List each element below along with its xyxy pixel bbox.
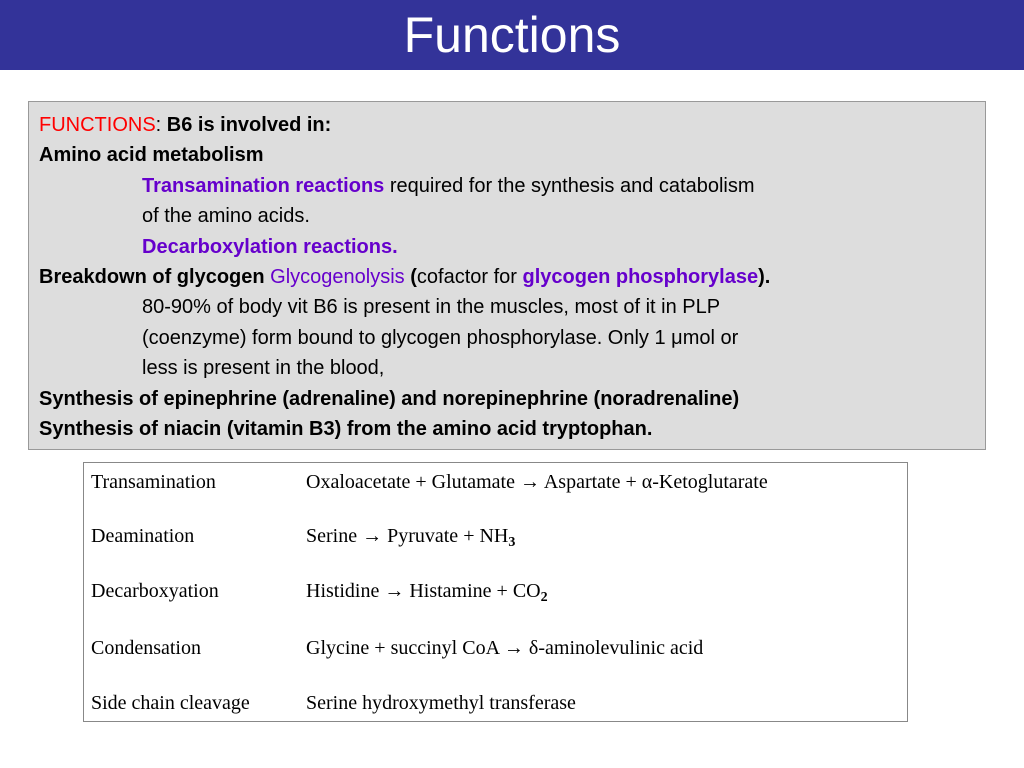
paren-open: ( xyxy=(404,265,417,288)
functions-label: FUNCTIONS xyxy=(39,114,156,136)
niacin-synthesis-line: Synthesis of niacin (vitamin B3) from the amino acid tryptophan. xyxy=(39,417,653,440)
reaction-type: Transamination xyxy=(91,471,216,493)
reaction-equation: Oxaloacetate + Glutamate → Aspartate + α-Ketoglutarate xyxy=(306,471,768,493)
functions-intro: B6 is involved in: xyxy=(166,114,332,136)
subscript: 2 xyxy=(540,590,548,605)
glycogenolysis-term: Glycogenolysis xyxy=(270,265,405,288)
cofactor-text: cofactor for xyxy=(416,265,523,288)
reactions-table xyxy=(83,462,908,722)
reaction-type: Condensation xyxy=(91,637,201,659)
reaction-type: Deamination xyxy=(91,525,195,547)
decarboxylation-term: Decarboxylation reactions. xyxy=(142,235,398,258)
table-row xyxy=(84,471,907,501)
amino-acid-metabolism-heading: Amino acid metabolism xyxy=(39,144,264,167)
transamination-text: required for the synthesis and catabolism xyxy=(384,174,755,197)
reaction-equation: Histidine → Histamine + $CO_2$ xyxy=(306,580,548,605)
epinephrine-synthesis-line: Synthesis of epinephrine (adrenaline) and norepinephrine (noradrenaline) xyxy=(39,387,740,410)
subscript: 3 xyxy=(508,535,516,550)
glycogen-line xyxy=(39,262,985,292)
paren-close: ). xyxy=(758,265,771,288)
table-row xyxy=(84,692,907,722)
reaction-type: Side chain cleavage xyxy=(91,692,250,714)
reaction-type: Decarboxyation xyxy=(91,580,219,602)
transamination-line xyxy=(39,171,985,201)
b6-distribution-line-3: less is present in the blood, xyxy=(142,357,385,380)
page-title: Functions xyxy=(403,7,621,63)
transamination-term: Transamination reactions xyxy=(142,174,385,197)
enzyme-term: glycogen phosphorylase xyxy=(522,265,759,288)
b6-distribution-line-2: (coenzyme) form bound to glycogen phosphorylase. Only 1 μmol or xyxy=(142,326,739,349)
functions-colon: : xyxy=(155,114,167,136)
functions-heading-line xyxy=(39,110,985,140)
table-row xyxy=(84,637,907,667)
table-row xyxy=(84,525,907,555)
reaction-equation: Serine hydroxymethyl transferase xyxy=(306,692,576,714)
b6-distribution-line-1: 80-90% of body vit B6 is present in the muscles, most of it in PLP xyxy=(142,296,721,319)
transamination-continuation: of the amino acids. xyxy=(142,205,310,228)
table-row xyxy=(84,580,907,610)
reaction-equation: Serine → Pyruvate + $NH_3$ xyxy=(306,525,516,550)
title-bar xyxy=(0,0,1024,70)
functions-text-box xyxy=(28,101,986,450)
glycogen-heading: Breakdown of glycogen xyxy=(39,265,271,288)
reaction-equation: Glycine + succinyl CoA → δ-aminolevulinic acid xyxy=(306,637,704,659)
